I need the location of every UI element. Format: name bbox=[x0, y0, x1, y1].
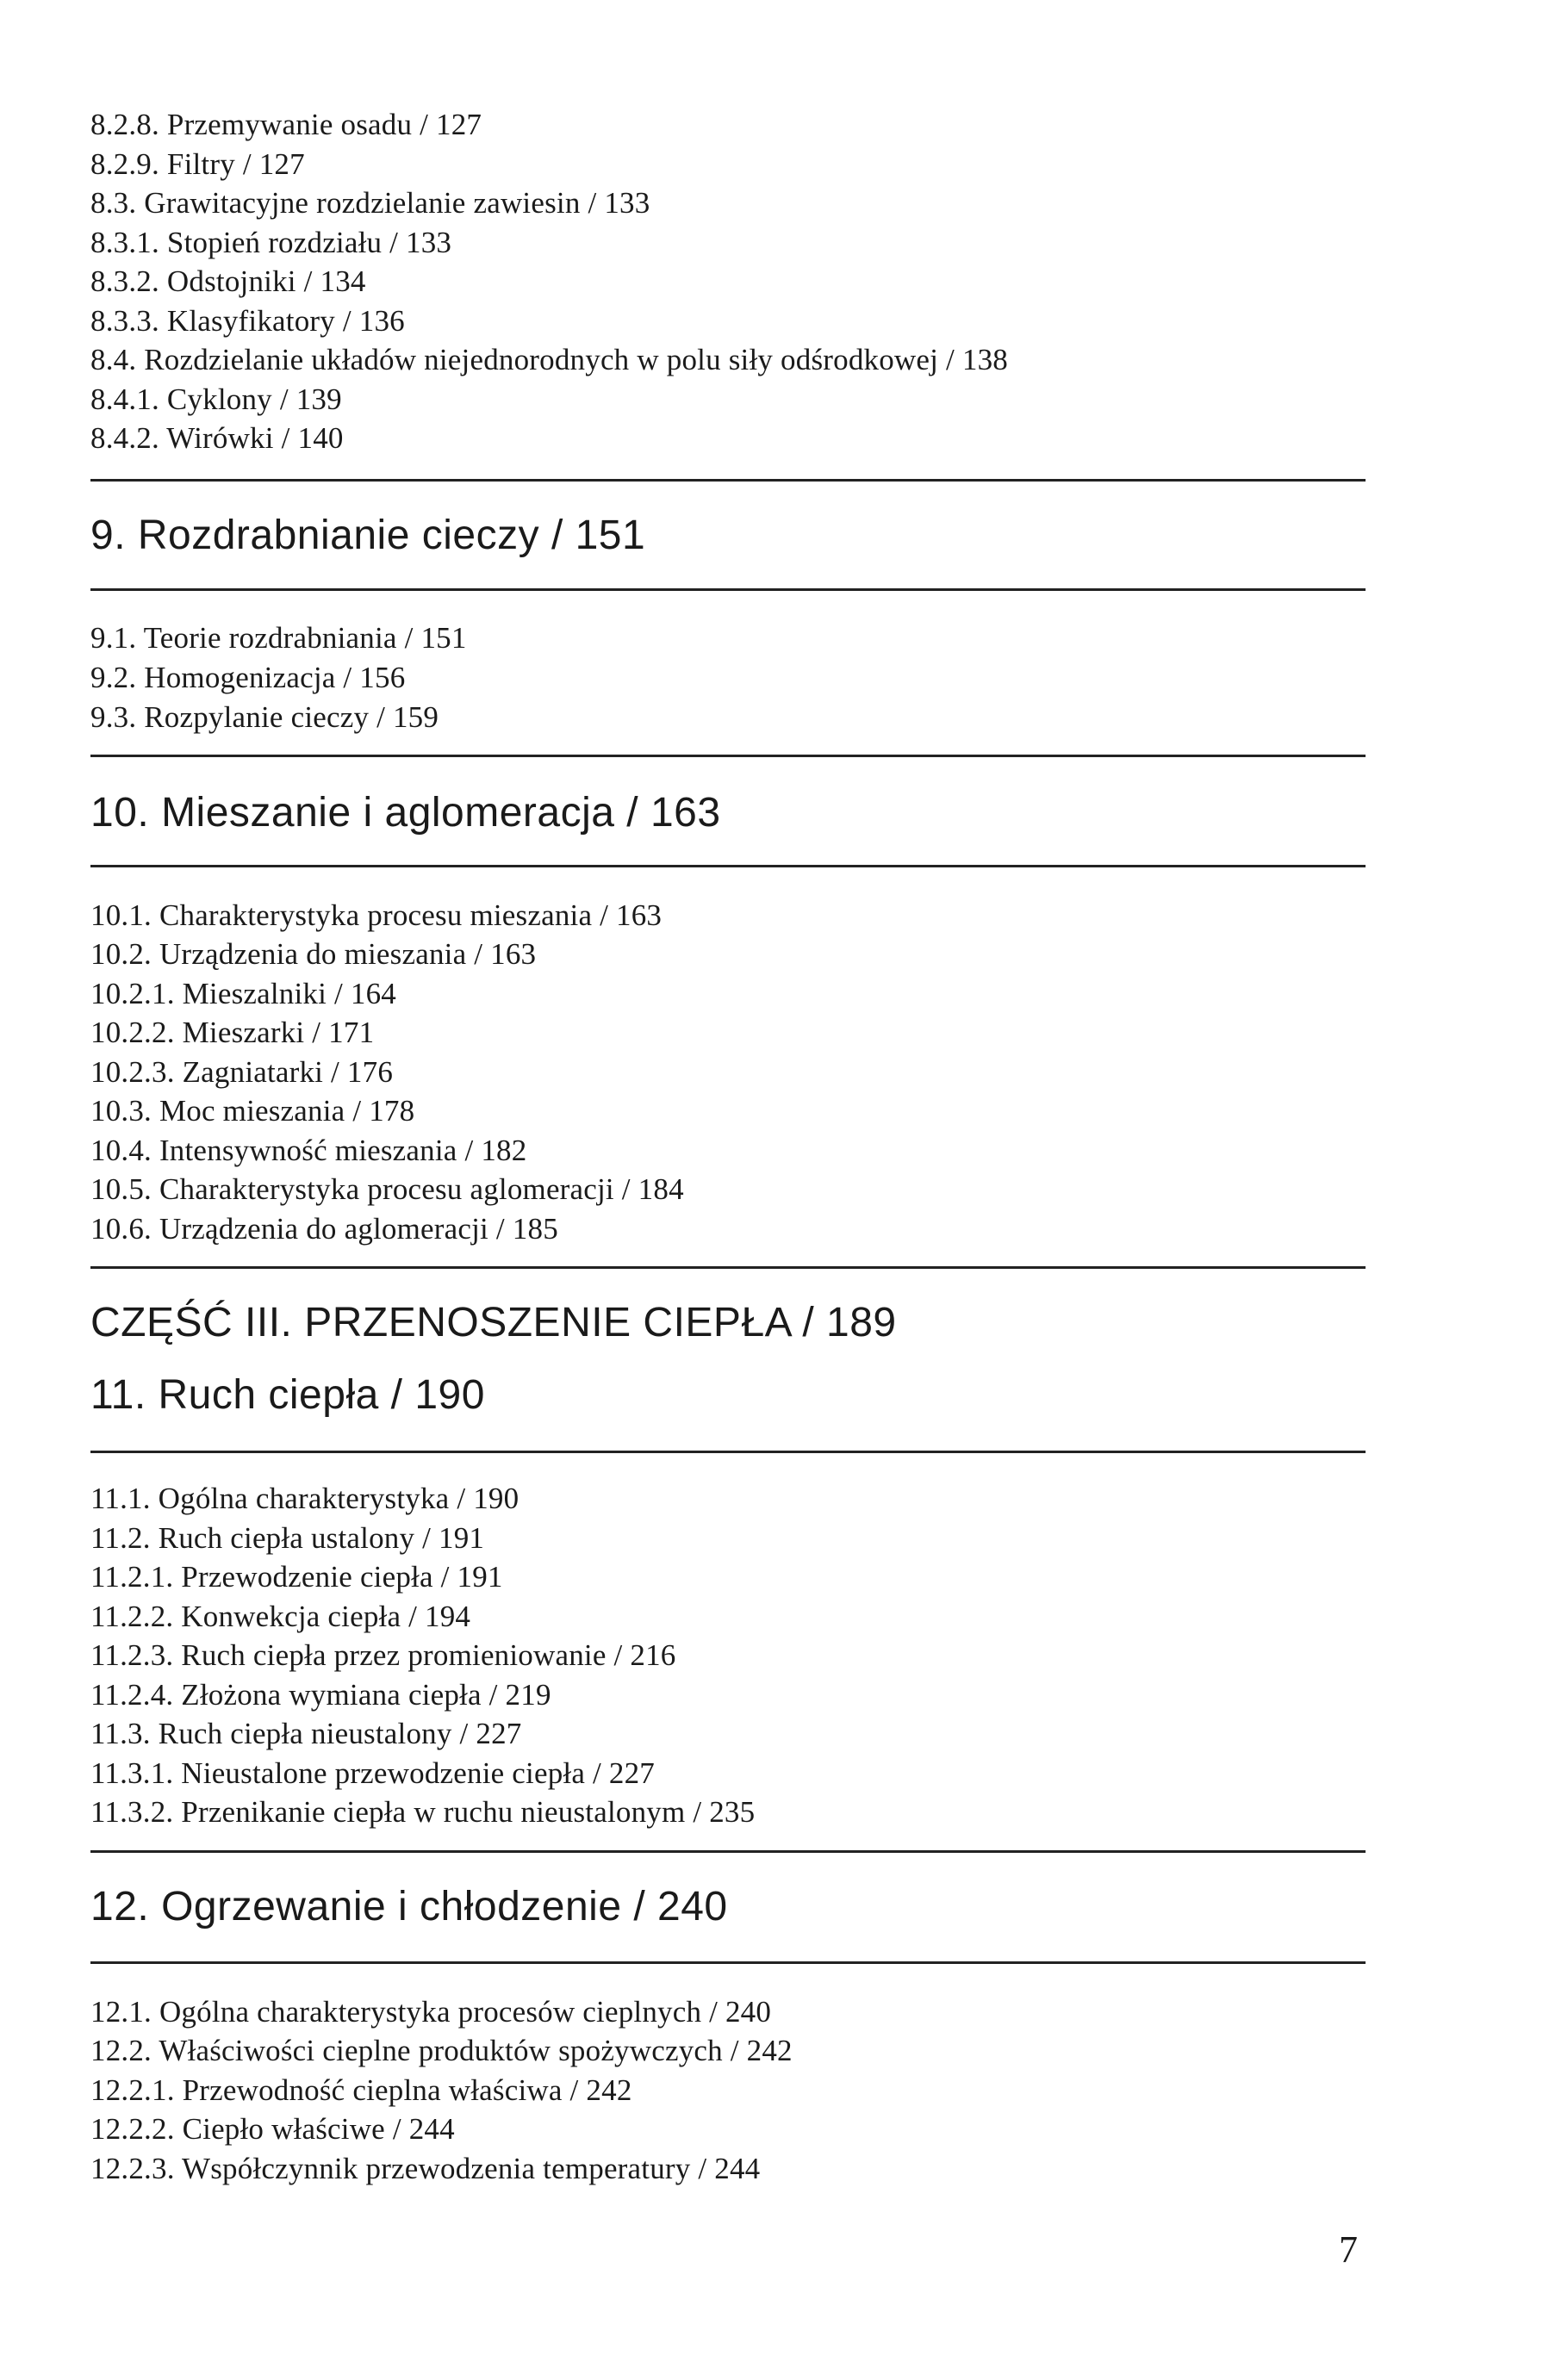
toc-entry-8-2-8: 8.2.8. Przemywanie osadu / 127 bbox=[90, 108, 482, 141]
toc-entry-11-2-2: 11.2.2. Konwekcja ciepła / 194 bbox=[90, 1600, 471, 1633]
toc-entry-10-2-2: 10.2.2. Mieszarki / 171 bbox=[90, 1016, 375, 1049]
toc-entry-12-2-3: 12.2.3. Współczynnik przewodzenia temperatury / 244 bbox=[90, 2152, 761, 2185]
toc-entry-10-2-3: 10.2.3. Zagniatarki / 176 bbox=[90, 1055, 394, 1089]
toc-entry-10-3: 10.3. Moc mieszania / 178 bbox=[90, 1094, 415, 1128]
toc-entry-10-4: 10.4. Intensywność mieszania / 182 bbox=[90, 1134, 527, 1167]
toc-entry-10-1: 10.1. Charakterystyka procesu mieszania / 163 bbox=[90, 898, 663, 932]
toc-entry-8-3: 8.3. Grawitacyjne rozdzielanie zawiesin / 133 bbox=[90, 186, 650, 220]
section-rule bbox=[90, 1961, 1366, 1964]
toc-entry-11-2-4: 11.2.4. Złożona wymiana ciepła / 219 bbox=[90, 1678, 551, 1712]
toc-entry-11-3: 11.3. Ruch ciepła nieustalony / 227 bbox=[90, 1717, 522, 1750]
chapter-heading-11: 11. Ruch ciepła / 190 bbox=[90, 1372, 485, 1418]
toc-entry-12-2-2: 12.2.2. Ciepło właściwe / 244 bbox=[90, 2112, 455, 2146]
section-rule bbox=[90, 1451, 1366, 1453]
section-rule bbox=[90, 1850, 1366, 1853]
toc-entry-12-2-1: 12.2.1. Przewodność cieplna właściwa / 242 bbox=[90, 2073, 632, 2107]
toc-entry-10-2: 10.2. Urządzenia do mieszania / 163 bbox=[90, 937, 537, 971]
toc-entry-8-3-1: 8.3.1. Stopień rozdziału / 133 bbox=[90, 226, 452, 259]
toc-entry-11-3-1: 11.3.1. Nieustalone przewodzenie ciepła / 227 bbox=[90, 1756, 655, 1790]
section-rule bbox=[90, 588, 1366, 591]
page-number: 7 bbox=[1339, 2228, 1358, 2271]
toc-entry-8-3-2: 8.3.2. Odstojniki / 134 bbox=[90, 264, 366, 298]
chapter-heading-10: 10. Mieszanie i aglomeracja / 163 bbox=[90, 790, 721, 836]
toc-entry-8-3-3: 8.3.3. Klasyfikatory / 136 bbox=[90, 304, 405, 338]
chapter-heading-12: 12. Ogrzewanie i chłodzenie / 240 bbox=[90, 1884, 728, 1929]
section-rule bbox=[90, 755, 1366, 757]
toc-entry-11-2: 11.2. Ruch ciepła ustalony / 191 bbox=[90, 1521, 485, 1555]
section-rule bbox=[90, 479, 1366, 482]
chapter-heading-9: 9. Rozdrabnianie cieczy / 151 bbox=[90, 513, 646, 558]
toc-entry-10-6: 10.6. Urządzenia do aglomeracji / 185 bbox=[90, 1212, 558, 1246]
toc-entry-11-1: 11.1. Ogólna charakterystyka / 190 bbox=[90, 1482, 520, 1515]
toc-entry-8-4-1: 8.4.1. Cyklony / 139 bbox=[90, 382, 342, 416]
toc-entry-8-4-2: 8.4.2. Wirówki / 140 bbox=[90, 421, 344, 455]
section-rule bbox=[90, 865, 1366, 867]
toc-entry-9-1: 9.1. Teorie rozdrabniania / 151 bbox=[90, 621, 467, 655]
toc-entry-10-2-1: 10.2.1. Mieszalniki / 164 bbox=[90, 977, 396, 1010]
toc-entry-12-1: 12.1. Ogólna charakterystyka procesów cieplnych / 240 bbox=[90, 1995, 772, 2029]
toc-entry-8-4: 8.4. Rozdzielanie układów niejednorodnych w polu siły odśrodkowej / 138 bbox=[90, 343, 1008, 376]
toc-entry-11-3-2: 11.3.2. Przenikanie ciepła w ruchu nieustalonym / 235 bbox=[90, 1795, 756, 1829]
toc-entry-8-2-9: 8.2.9. Filtry / 127 bbox=[90, 147, 305, 181]
toc-entry-9-2: 9.2. Homogenizacja / 156 bbox=[90, 661, 406, 694]
toc-entry-12-2: 12.2. Właściwości cieplne produktów spożywczych / 242 bbox=[90, 2034, 793, 2067]
toc-entry-11-2-1: 11.2.1. Przewodzenie ciepła / 191 bbox=[90, 1560, 503, 1594]
section-rule bbox=[90, 1266, 1366, 1269]
toc-entry-11-2-3: 11.2.3. Ruch ciepła przez promieniowanie / 216 bbox=[90, 1638, 676, 1672]
toc-entry-10-5: 10.5. Charakterystyka procesu aglomeracji / 184 bbox=[90, 1172, 684, 1206]
toc-entry-9-3: 9.3. Rozpylanie cieczy / 159 bbox=[90, 700, 439, 734]
part-heading-3: CZĘŚĆ III. PRZENOSZENIE CIEPŁA / 189 bbox=[90, 1300, 897, 1345]
